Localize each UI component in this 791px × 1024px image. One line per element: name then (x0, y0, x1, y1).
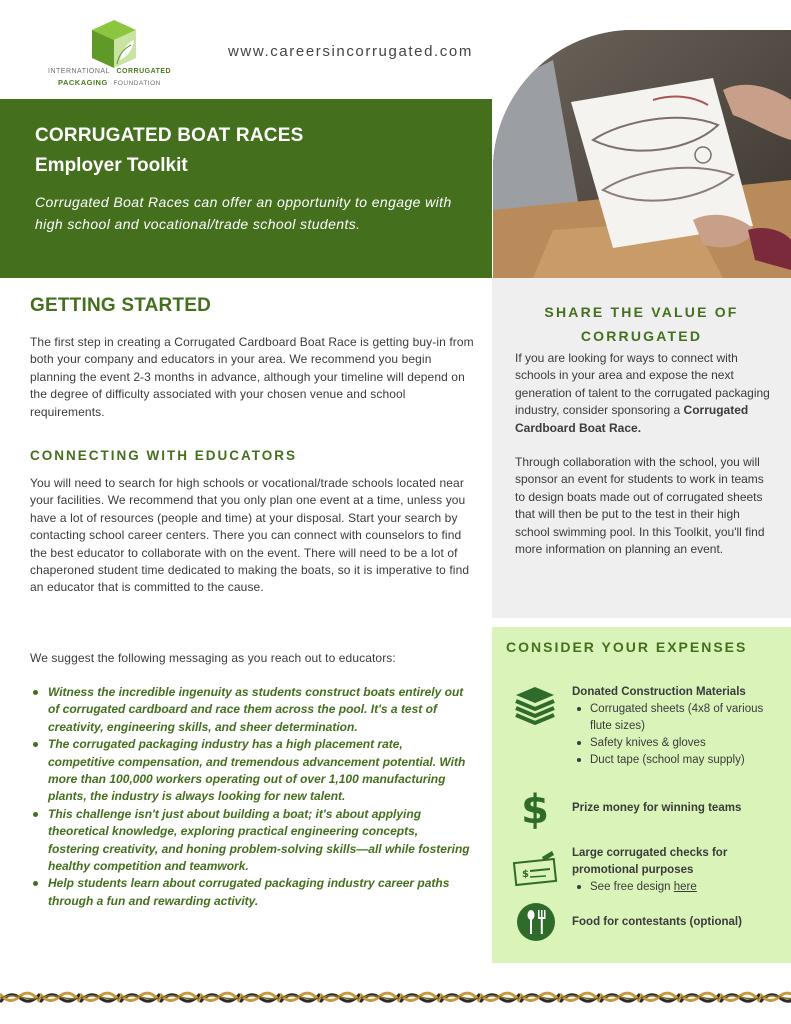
list-item: Duct tape (school may supply) (572, 752, 787, 769)
getting-started-heading: GETTING STARTED (30, 295, 212, 316)
share-heading: SHARE THE VALUE OF CORRUGATED (544, 304, 739, 344)
logo-word-foundation: FOUNDATION (113, 80, 161, 87)
checks-list (572, 879, 787, 896)
expenses-heading: CONSIDER YOUR EXPENSES (506, 639, 748, 655)
connecting-paragraph: You will need to search for high schools or vocational/trade schools located near your facilities. We recommend that you only plan one event at a time, unless you have a lot of resources (people and time) at your disposal. Start your search by contacting school career centers. There you can connect with counselors to find the best educator to collaborate with on the event. There will need to be a lot of chaperoned student time dedicated to making the boats, so it is imperative to find an educator that is committed to the cause. (30, 476, 470, 595)
bullet-dot-icon (577, 707, 581, 711)
list-item: Witness the incredible ingenuity as students construct boats entirely out of corrugated cardboard and race them across the pool. It's a test of creativity, engineering skills, and sheer determination. (30, 684, 470, 736)
bullet-dot-icon (33, 690, 38, 695)
connecting-heading: CONNECTING WITH EDUCATORS (30, 448, 297, 463)
boat-drawing-photo-illustration (493, 30, 791, 278)
share-body: If you are looking for ways to connect with schools in your area and expose the next generation of talent to the corrugated packaging industry, consider sponsoring a Corrugated Cardboard Boat Race. Through collaboration with the school, you will sponsor an event for students to work in teams to design boats made out of corrugated sheets that will then be put to the test in their high school swimming pool. In this Toolkit, you'll find more information on planning an event. (515, 351, 770, 557)
free-design-link[interactable]: here (673, 881, 697, 893)
materials-list (572, 701, 787, 769)
website-url[interactable]: www.careersincorrugated.com (228, 43, 473, 60)
bullet-dot-icon (33, 881, 38, 886)
bullet-dot-icon (577, 885, 581, 889)
logo-word-corrugated: CORRUGATED (116, 68, 172, 75)
messaging-list (30, 684, 470, 910)
bullet-dot-icon (33, 742, 38, 747)
check-document-icon (512, 849, 558, 895)
list-item: The corrugated packaging industry has a high placement rate, competitive compensation, and tremendous advancement potential. With more than 100,000 workers operating out of over 1,100 manufacturing plants, the industry is always looking for new talent. (30, 736, 470, 806)
food-title: Food for contestants (optional) (572, 916, 742, 928)
messaging-intro: We suggest the following messaging as you reach out to educators: (30, 651, 396, 665)
list-item: Corrugated sheets (4x8 of various flute sizes) (572, 701, 787, 735)
materials-title: Donated Construction Materials (572, 686, 746, 698)
list-item: This challenge isn't just about building a boat; it's about applying theoretical knowledge, exploring practical engineering concepts, fostering creativity, and honing problem-solving skills—all while fostering healthy competition and teamwork. (30, 806, 470, 876)
list-item: See free design here (572, 879, 787, 896)
svg-text:$: $ (521, 787, 549, 831)
bullet-dot-icon (577, 758, 581, 762)
cube-leaf-icon (89, 18, 139, 70)
expenses-panel (492, 627, 791, 963)
decorative-zigzag-border (0, 984, 791, 1010)
banner-intro: Corrugated Boat Races can offer an opportunity to engage with high school and vocational/trade school students. (35, 194, 452, 232)
logo-word-packaging: PACKAGING (58, 78, 108, 87)
logo-word-international: INTERNATIONAL (48, 68, 110, 75)
list-item: Safety knives & gloves (572, 735, 787, 752)
svg-text:$: $ (522, 869, 529, 880)
stacked-sheets-icon (512, 683, 558, 729)
title-banner (0, 99, 492, 278)
hero-photo (493, 30, 791, 278)
food-utensils-icon (516, 902, 556, 942)
foundation-logo (48, 18, 188, 93)
page-title: CORRUGATED BOAT RACES (35, 125, 304, 146)
getting-started-paragraph: The first step in creating a Corrugated Cardboard Boat Race is getting buy-in from both your company and educators in your area. We recommend you begin planning the event 2-3 months in advance, although your timeline will depend on the degree of difficulty associated with your chosen venue and school requirements. (30, 335, 474, 419)
list-item: Help students learn about corrugated packaging industry career paths through a fun and rewarding activity. (30, 875, 470, 910)
page-subtitle: Employer Toolkit (35, 155, 188, 176)
bullet-dot-icon (577, 741, 581, 745)
bullet-dot-icon (33, 812, 38, 817)
dollar-sign-icon (512, 785, 558, 831)
share-value-panel (492, 278, 791, 618)
prize-title: Prize money for winning teams (572, 802, 742, 814)
checks-title: Large corrugated checks for promotional purposes (572, 847, 728, 876)
